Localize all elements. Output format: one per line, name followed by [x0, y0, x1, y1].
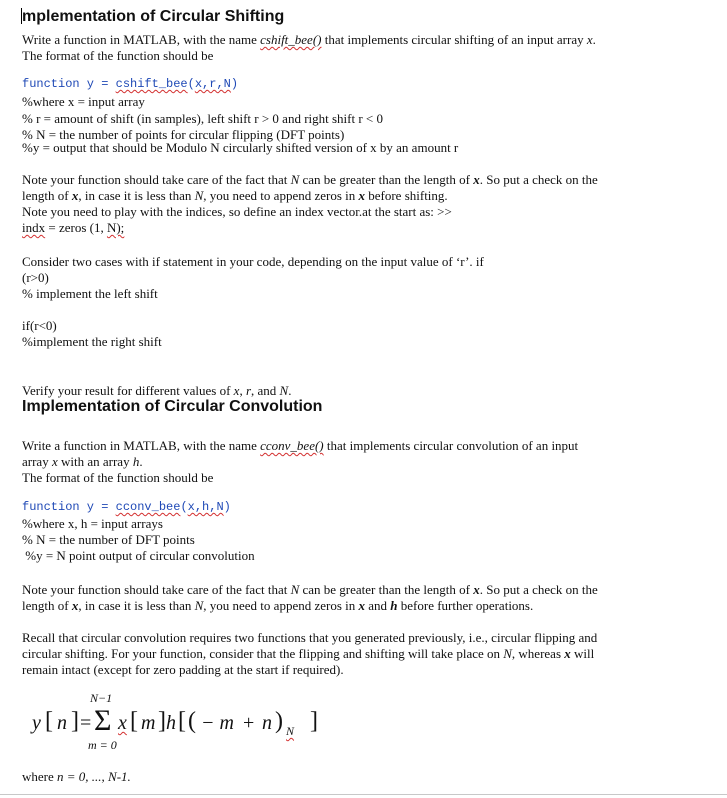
equation-equals: = — [80, 712, 92, 734]
note-text: length of — [22, 188, 72, 203]
equation-m: m — [141, 712, 156, 734]
section2-intro-line-1 — [22, 438, 578, 453]
where-range: n = 0, ..., N-1. — [57, 769, 131, 784]
code-paren: ( — [180, 500, 188, 514]
var-N: N — [290, 582, 300, 597]
section2-recall-line-2 — [22, 646, 594, 661]
recall-text: will — [570, 646, 595, 661]
punct: . — [288, 383, 292, 398]
section2-comment-2: % N = the number of DFT points — [22, 532, 195, 547]
var-x: x — [51, 454, 58, 469]
equation-lower-limit: m = 0 — [88, 738, 117, 752]
intro-text: Write a function in MATLAB, with the name — [22, 438, 261, 453]
var-x: x — [233, 383, 240, 398]
note-text: , in case it is less than — [78, 598, 195, 613]
section2-intro-line-2 — [22, 454, 143, 469]
punct: . — [592, 32, 596, 47]
note-text: Note your function should take care of the fact that — [22, 172, 291, 187]
intro-text: Write a function in MATLAB, with the name — [22, 32, 261, 47]
section1-if-line: if(r<0) — [22, 318, 57, 333]
code-keyword: function y = — [22, 77, 116, 91]
code-keyword: function y = — [22, 500, 116, 514]
var-x: x — [586, 32, 593, 47]
section2-code-line — [22, 500, 231, 514]
equation-h: h — [166, 712, 176, 734]
recall-text: circular shifting. For your function, consider that the flipping and shifting will take place on — [22, 646, 504, 661]
section1-indx-line — [22, 220, 124, 235]
section2-title: Implementation of Circular Convolution — [22, 398, 323, 415]
equation-n2: n — [262, 712, 272, 734]
section1-right-shift-line: %implement the right shift — [22, 334, 162, 349]
var-x: x — [71, 598, 79, 613]
var-x: x — [358, 598, 365, 613]
equation-paren: ) — [275, 708, 283, 734]
section2-comment-3: %y = N point output of circular convolution — [22, 548, 255, 563]
section1-note-line-3: Note you need to play with the indices, so define an index vector.at the start as: >> — [22, 204, 452, 219]
punct: , — [239, 383, 246, 398]
equation-subscript-N: N — [286, 724, 295, 738]
code-function-name: cshift_bee — [115, 77, 188, 91]
var-N: N — [194, 188, 204, 203]
note-text: and — [365, 598, 391, 613]
punct: . — [139, 454, 143, 469]
var-h: h — [132, 454, 140, 469]
function-name: cshift_bee() — [260, 32, 322, 47]
note-text: , you need to append zeros in — [203, 188, 359, 203]
var-x: x — [473, 172, 480, 187]
equation-x: x — [118, 712, 127, 734]
section1-consider-line-2: (r>0) — [22, 270, 49, 285]
note-text: before further operations. — [397, 598, 534, 613]
var-x: x — [71, 188, 79, 203]
section2-note-line-2 — [22, 598, 533, 613]
section1-format-line: The format of the function should be — [22, 48, 214, 63]
note-text: . So put a check on the — [479, 172, 598, 187]
indx-var: indx — [22, 220, 46, 235]
page-bottom-divider — [0, 794, 727, 795]
note-text: can be greater than the length of — [299, 582, 474, 597]
code-paren: ) — [223, 500, 231, 514]
punct: , and — [251, 383, 280, 398]
section1-code-line — [22, 77, 238, 91]
section1-comment-4: %y = output that should be Modulo N circularly shifted version of x by an amount r — [22, 140, 459, 155]
indx-text: = zeros (1, — [45, 220, 107, 235]
var-N: N — [290, 172, 300, 187]
section1-comment-2: % r = amount of shift (in samples), left shift r > 0 and right shift r < 0 — [22, 111, 384, 126]
var-x: x — [564, 646, 571, 661]
note-text: Note your function should take care of the fact that — [22, 582, 291, 597]
indx-arg: N); — [106, 220, 125, 235]
var-x: x — [473, 582, 480, 597]
section1-note-line-1 — [22, 172, 598, 187]
equation-sigma: Σ — [94, 704, 112, 737]
var-N: N — [279, 383, 289, 398]
code-paren: ) — [230, 77, 239, 91]
recall-text: , whereas — [511, 646, 565, 661]
equation-bracket: ] — [71, 708, 79, 734]
var-h: h — [390, 598, 398, 613]
section1-title: mplementation of Circular Shifting — [22, 8, 285, 25]
section1-note-line-2 — [22, 188, 448, 203]
note-text: can be greater than the length of — [299, 172, 474, 187]
equation-bracket: [ — [130, 708, 138, 734]
section2-format-line: The format of the function should be — [22, 470, 214, 485]
var-x: x — [358, 188, 365, 203]
equation-bracket: [ — [178, 708, 186, 734]
verify-text: Verify your result for different values of — [22, 383, 234, 398]
intro-text: that implements circular shifting of an input array — [321, 32, 587, 47]
section1-intro — [22, 32, 596, 47]
section2-recall-line-1: Recall that circular convolution requires two functions that you generated previously, i.e., circular flipping and — [22, 630, 598, 645]
equation-bracket: ] — [310, 708, 318, 734]
equation-minus-m: − m — [201, 712, 234, 734]
note-text: , in case it is less than — [78, 188, 195, 203]
section1-verify-line — [22, 383, 291, 398]
equation-upper-limit: N−1 — [90, 691, 113, 705]
function-name: cconv_bee() — [260, 438, 324, 453]
section1-comment-3: % N = the number of points for circular flipping (DFT points) — [22, 127, 345, 142]
section1-comment-1: %where x = input array — [22, 94, 145, 109]
var-N: N — [503, 646, 512, 661]
section1-consider-line-1: Consider two cases with if statement in your code, depending on the input value of ‘r’. if — [22, 254, 484, 269]
note-text: . So put a check on the — [479, 582, 598, 597]
code-args: x,h,N — [187, 500, 224, 514]
note-text: before shifting. — [365, 188, 448, 203]
equation-n: n — [57, 712, 67, 734]
equation-bracket: [ — [45, 708, 53, 734]
code-function-name: cconv_bee — [115, 500, 181, 514]
var-N: N — [194, 598, 204, 613]
code-paren: ( — [187, 77, 195, 91]
where-text: where — [22, 769, 58, 784]
section2-recall-line-3: remain intact (except for zero padding at the start if required). — [22, 662, 344, 677]
code-args: x,r,N — [194, 77, 231, 91]
intro-text: with an array — [57, 454, 133, 469]
section2-note-line-1 — [22, 582, 598, 597]
section2-comment-1: %where x, h = input arrays — [22, 516, 163, 531]
intro-text: that implements circular convolution of an input — [323, 438, 579, 453]
section2-where-line — [22, 769, 131, 784]
equation-plus: + — [243, 712, 255, 734]
equation-bracket: ] — [158, 708, 166, 734]
equation-lhs-y: y — [32, 712, 41, 734]
var-r: r — [245, 383, 252, 398]
note-text: , you need to append zeros in — [203, 598, 359, 613]
intro-text: array — [22, 454, 52, 469]
note-text: length of — [22, 598, 72, 613]
section1-consider-line-3: % implement the left shift — [22, 286, 158, 301]
equation-paren: ( — [188, 708, 196, 734]
